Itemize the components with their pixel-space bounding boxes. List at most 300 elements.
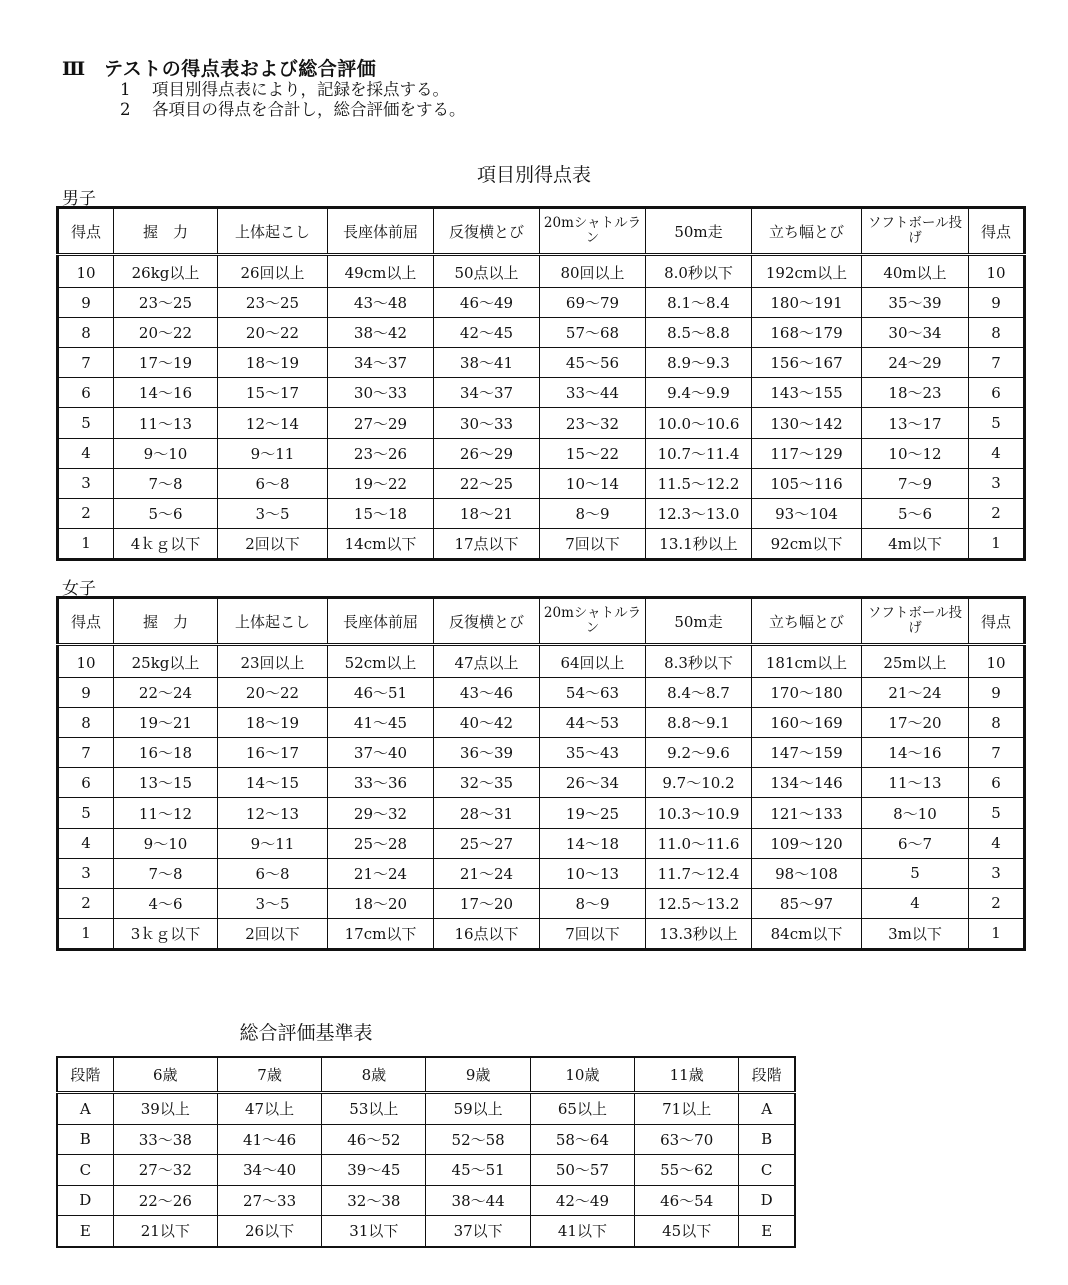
table-cell: 14〜16	[114, 378, 218, 408]
table-cell: 23〜26	[328, 438, 434, 468]
table-cell: 11〜13	[862, 768, 969, 798]
table-cell: 170〜180	[752, 678, 862, 708]
table-cell: 63〜70	[635, 1124, 739, 1155]
table-row	[58, 768, 1025, 798]
column-header: ソフトボール投げ	[862, 598, 969, 645]
table-cell: 23〜25	[114, 288, 218, 318]
table-cell: 8.0秒以下	[646, 255, 752, 288]
table-cell: 10.0〜10.6	[646, 408, 752, 438]
table-row	[58, 888, 1025, 918]
column-header: 50m走	[646, 598, 752, 645]
table-cell: 19〜21	[114, 708, 218, 738]
table-row	[58, 498, 1025, 528]
table-cell: 17〜20	[434, 888, 540, 918]
table-cell: 2	[58, 888, 114, 918]
table-cell: 16〜17	[218, 738, 328, 768]
table-cell: 18〜19	[218, 348, 328, 378]
table-cell: E	[57, 1216, 113, 1247]
table-cell: 3〜5	[218, 498, 328, 528]
table-cell: 27〜29	[328, 408, 434, 438]
table-cell: 4	[58, 828, 114, 858]
table-cell: 5	[862, 858, 969, 888]
table-cell: 11.0〜11.6	[646, 828, 752, 858]
table-cell: 7	[58, 738, 114, 768]
table-cell: A	[57, 1093, 113, 1125]
column-header: 9歳	[426, 1057, 530, 1093]
table-cell: 8〜9	[540, 888, 646, 918]
table-row	[57, 1185, 795, 1216]
table-cell: 50点以上	[434, 255, 540, 288]
table-row	[58, 738, 1025, 768]
table-cell: 105〜116	[752, 468, 862, 498]
table-cell: 10	[58, 645, 114, 678]
table-cell: 12.3〜13.0	[646, 498, 752, 528]
section-number: Ⅲ	[62, 58, 86, 80]
table-cell: 19〜22	[328, 468, 434, 498]
table-cell: 6〜7	[862, 828, 969, 858]
table-cell: 98〜108	[752, 858, 862, 888]
table-cell: 71以上	[635, 1093, 739, 1125]
table-cell: 42〜45	[434, 318, 540, 348]
table-cell: 25〜27	[434, 828, 540, 858]
table-cell: 30〜34	[862, 318, 969, 348]
table-cell: 5	[969, 408, 1025, 438]
column-header: 7歳	[217, 1057, 321, 1093]
table-row	[58, 708, 1025, 738]
table-cell: 53以上	[322, 1093, 426, 1125]
table-cell: 8〜10	[862, 798, 969, 828]
table-cell: 7	[969, 738, 1025, 768]
table-cell: 3ｋｇ以下	[114, 918, 218, 949]
table-cell: 26〜34	[540, 768, 646, 798]
column-header: 20mシャトルラン	[540, 208, 646, 255]
table-cell: 4ｋｇ以下	[114, 528, 218, 559]
column-header: 握 力	[114, 208, 218, 255]
column-header: 段階	[57, 1057, 113, 1093]
table-cell: 35〜39	[862, 288, 969, 318]
table-cell: 35〜43	[540, 738, 646, 768]
table-row	[58, 438, 1025, 468]
table-cell: 47点以上	[434, 645, 540, 678]
table-cell: 8.8〜9.1	[646, 708, 752, 738]
table-cell: 26kg以上	[114, 255, 218, 288]
table-cell: 13〜15	[114, 768, 218, 798]
table-cell: 3	[58, 858, 114, 888]
table-row	[58, 528, 1025, 559]
table-row	[58, 468, 1025, 498]
table-cell: 3	[58, 468, 114, 498]
table-cell: 26回以上	[218, 255, 328, 288]
table-cell: 41〜46	[217, 1124, 321, 1155]
boys-score-table	[56, 206, 1026, 561]
table-cell: 10〜12	[862, 438, 969, 468]
table-cell: B	[739, 1124, 795, 1155]
table-cell: 15〜18	[328, 498, 434, 528]
table-cell: 85〜97	[752, 888, 862, 918]
girls-score-table	[56, 596, 1026, 951]
table-cell: C	[739, 1155, 795, 1186]
table-cell: 17〜20	[862, 708, 969, 738]
table-cell: 20〜22	[114, 318, 218, 348]
table-cell: 109〜120	[752, 828, 862, 858]
column-header: 握 力	[114, 598, 218, 645]
table-cell: 18〜19	[218, 708, 328, 738]
table-cell: 7回以下	[540, 528, 646, 559]
table-cell: 143〜155	[752, 378, 862, 408]
table-cell: 37以下	[426, 1216, 530, 1247]
column-header: 長座体前屈	[328, 598, 434, 645]
table-cell: 27〜32	[113, 1155, 217, 1186]
table-cell: 69〜79	[540, 288, 646, 318]
girls-label: 女子	[62, 579, 96, 599]
table-cell: E	[739, 1216, 795, 1247]
column-header: 得点	[969, 598, 1025, 645]
table-cell: 9.2〜9.6	[646, 738, 752, 768]
table-row	[58, 318, 1025, 348]
table-row	[58, 858, 1025, 888]
table-cell: 17点以下	[434, 528, 540, 559]
table-cell: 25m以上	[862, 645, 969, 678]
table-cell: 10.7〜11.4	[646, 438, 752, 468]
table-cell: 8	[58, 708, 114, 738]
table-cell: 11〜12	[114, 798, 218, 828]
table-cell: 93〜104	[752, 498, 862, 528]
table-cell: 9	[58, 288, 114, 318]
table-cell: 9	[58, 678, 114, 708]
column-header: 6歳	[113, 1057, 217, 1093]
table-row	[58, 828, 1025, 858]
table-cell: 64回以上	[540, 645, 646, 678]
table-row	[58, 255, 1025, 288]
table-cell: 147〜159	[752, 738, 862, 768]
table-cell: 55〜62	[635, 1155, 739, 1186]
table-cell: 22〜24	[114, 678, 218, 708]
table-cell: 23〜25	[218, 288, 328, 318]
table-cell: 27〜33	[217, 1185, 321, 1216]
table-cell: 5	[58, 798, 114, 828]
table-cell: 8〜9	[540, 498, 646, 528]
table-cell: 30〜33	[328, 378, 434, 408]
table-cell: 24〜29	[862, 348, 969, 378]
table-cell: 46〜49	[434, 288, 540, 318]
table-cell: 10〜13	[540, 858, 646, 888]
table-cell: 3	[969, 858, 1025, 888]
table-cell: 168〜179	[752, 318, 862, 348]
table-cell: 30〜33	[434, 408, 540, 438]
table-cell: 6	[58, 768, 114, 798]
table-row	[57, 1155, 795, 1186]
table-cell: 34〜40	[217, 1155, 321, 1186]
table-row	[58, 798, 1025, 828]
table-row	[57, 1216, 795, 1247]
table-cell: 2回以下	[218, 918, 328, 949]
column-header: 8歳	[322, 1057, 426, 1093]
table-cell: 16〜18	[114, 738, 218, 768]
column-header: 長座体前屈	[328, 208, 434, 255]
table-cell: 6〜8	[218, 858, 328, 888]
table-cell: 117〜129	[752, 438, 862, 468]
table-cell: 19〜25	[540, 798, 646, 828]
table-cell: 3	[969, 468, 1025, 498]
table-cell: 32〜35	[434, 768, 540, 798]
table-cell: 134〜146	[752, 768, 862, 798]
instruction-item: 1 項目別得点表により，記録を採点する。	[120, 80, 449, 99]
table-cell: 2	[969, 888, 1025, 918]
table-cell: 4	[969, 438, 1025, 468]
table-cell: 180〜191	[752, 288, 862, 318]
table-cell: 1	[58, 918, 114, 949]
table-cell: 52〜58	[426, 1124, 530, 1155]
table-cell: 18〜20	[328, 888, 434, 918]
table-cell: 2回以下	[218, 528, 328, 559]
table-cell: 50〜57	[530, 1155, 634, 1186]
table-cell: 8	[969, 318, 1025, 348]
table-cell: 8.9〜9.3	[646, 348, 752, 378]
table-cell: 4m以下	[862, 528, 969, 559]
table-cell: 5	[969, 798, 1025, 828]
column-header: 11歳	[635, 1057, 739, 1093]
table-cell: 17cm以下	[328, 918, 434, 949]
table-cell: 3〜5	[218, 888, 328, 918]
column-header: 得点	[969, 208, 1025, 255]
column-header: 段階	[739, 1057, 795, 1093]
table-row	[58, 645, 1025, 678]
table-cell: 5〜6	[114, 498, 218, 528]
table-cell: 34〜37	[434, 378, 540, 408]
table-cell: 10	[969, 645, 1025, 678]
table-cell: 14〜18	[540, 828, 646, 858]
column-header: ソフトボール投げ	[862, 208, 969, 255]
score-table-title: 項目別得点表	[476, 164, 591, 186]
column-header: 得点	[58, 598, 114, 645]
table-row	[58, 288, 1025, 318]
table-row	[58, 918, 1025, 949]
table-row	[58, 348, 1025, 378]
table-cell: 22〜26	[113, 1185, 217, 1216]
table-cell: 9	[969, 288, 1025, 318]
column-header: 得点	[58, 208, 114, 255]
table-cell: 8.4〜8.7	[646, 678, 752, 708]
table-cell: 8.3秒以下	[646, 645, 752, 678]
table-cell: 12〜13	[218, 798, 328, 828]
table-cell: 5	[58, 408, 114, 438]
table-cell: 28〜31	[434, 798, 540, 828]
section-header	[62, 58, 466, 120]
table-cell: 33〜44	[540, 378, 646, 408]
table-cell: 45〜56	[540, 348, 646, 378]
table-cell: 84cm以下	[752, 918, 862, 949]
table-cell: 11.7〜12.4	[646, 858, 752, 888]
table-cell: 46〜51	[328, 678, 434, 708]
table-cell: 23回以上	[218, 645, 328, 678]
table-cell: 10〜14	[540, 468, 646, 498]
table-cell: 12〜14	[218, 408, 328, 438]
table-cell: 9〜11	[218, 438, 328, 468]
table-cell: 1	[969, 918, 1025, 949]
table-cell: 15〜22	[540, 438, 646, 468]
table-cell: 10.3〜10.9	[646, 798, 752, 828]
table-cell: 130〜142	[752, 408, 862, 438]
table-cell: 38〜41	[434, 348, 540, 378]
table-cell: 38〜44	[426, 1185, 530, 1216]
table-cell: 3m以下	[862, 918, 969, 949]
table-cell: 13.1秒以上	[646, 528, 752, 559]
section-title	[62, 58, 466, 80]
table-cell: 13.3秒以上	[646, 918, 752, 949]
table-cell: 80回以上	[540, 255, 646, 288]
table-cell: 47以上	[217, 1093, 321, 1125]
column-header: 50m走	[646, 208, 752, 255]
table-cell: 5〜6	[862, 498, 969, 528]
column-header: 立ち幅とび	[752, 598, 862, 645]
table-cell: 34〜37	[328, 348, 434, 378]
column-header: 立ち幅とび	[752, 208, 862, 255]
table-cell: 49cm以上	[328, 255, 434, 288]
table-cell: 59以上	[426, 1093, 530, 1125]
table-cell: 18〜21	[434, 498, 540, 528]
table-cell: 7	[58, 348, 114, 378]
table-cell: A	[739, 1093, 795, 1125]
table-cell: 21以下	[113, 1216, 217, 1247]
table-cell: 20〜22	[218, 318, 328, 348]
table-cell: 9〜11	[218, 828, 328, 858]
table-cell: 10	[58, 255, 114, 288]
table-cell: 32〜38	[322, 1185, 426, 1216]
table-cell: 23〜32	[540, 408, 646, 438]
table-cell: 7〜9	[862, 468, 969, 498]
table-cell: 25kg以上	[114, 645, 218, 678]
table-cell: 9〜10	[114, 438, 218, 468]
table-cell: 16点以下	[434, 918, 540, 949]
table-cell: 11〜13	[114, 408, 218, 438]
column-header: 反復横とび	[434, 598, 540, 645]
table-cell: 12.5〜13.2	[646, 888, 752, 918]
table-cell: 7回以下	[540, 918, 646, 949]
table-row	[58, 678, 1025, 708]
table-cell: 21〜24	[862, 678, 969, 708]
table-cell: 38〜42	[328, 318, 434, 348]
table-cell: 25〜28	[328, 828, 434, 858]
table-cell: 14〜15	[218, 768, 328, 798]
table-cell: 1	[969, 528, 1025, 559]
table-cell: D	[739, 1185, 795, 1216]
table-cell: 46〜52	[322, 1124, 426, 1155]
table-cell: 4	[969, 828, 1025, 858]
table-cell: 6〜8	[218, 468, 328, 498]
table-cell: 20〜22	[218, 678, 328, 708]
table-cell: 33〜38	[113, 1124, 217, 1155]
table-cell: 29〜32	[328, 798, 434, 828]
boys-label: 男子	[62, 189, 96, 209]
table-cell: 192cm以上	[752, 255, 862, 288]
table-cell: 43〜46	[434, 678, 540, 708]
table-cell: 44〜53	[540, 708, 646, 738]
table-cell: 8	[969, 708, 1025, 738]
table-cell: 156〜167	[752, 348, 862, 378]
table-cell: 58〜64	[530, 1124, 634, 1155]
table-cell: 181cm以上	[752, 645, 862, 678]
table-cell: 9.7〜10.2	[646, 768, 752, 798]
instruction-item: 2 各項目の得点を合計し，総合評価をする。	[120, 100, 466, 119]
table-cell: 21〜24	[434, 858, 540, 888]
table-cell: 7〜8	[114, 468, 218, 498]
table-cell: 6	[58, 378, 114, 408]
table-cell: 57〜68	[540, 318, 646, 348]
table-cell: 39以上	[113, 1093, 217, 1125]
table-cell: D	[57, 1185, 113, 1216]
table-cell: 92cm以下	[752, 528, 862, 559]
table-row	[57, 1124, 795, 1155]
table-cell: 2	[58, 498, 114, 528]
table-cell: 10	[969, 255, 1025, 288]
table-cell: 37〜40	[328, 738, 434, 768]
table-cell: 45〜51	[426, 1155, 530, 1186]
table-cell: 13〜17	[862, 408, 969, 438]
eval-criteria-table	[56, 1056, 796, 1248]
table-cell: 7〜8	[114, 858, 218, 888]
table-cell: 9.4〜9.9	[646, 378, 752, 408]
table-cell: 2	[969, 498, 1025, 528]
table-cell: 160〜169	[752, 708, 862, 738]
column-header: 10歳	[530, 1057, 634, 1093]
table-cell: 6	[969, 768, 1025, 798]
table-cell: 9	[969, 678, 1025, 708]
table-cell: 11.5〜12.2	[646, 468, 752, 498]
table-cell: 42〜49	[530, 1185, 634, 1216]
column-header: 20mシャトルラン	[540, 598, 646, 645]
table-cell: 8.5〜8.8	[646, 318, 752, 348]
table-row	[58, 408, 1025, 438]
column-header: 上体起こし	[218, 598, 328, 645]
table-cell: 65以上	[530, 1093, 634, 1125]
table-cell: 17〜19	[114, 348, 218, 378]
table-cell: 39〜45	[322, 1155, 426, 1186]
table-cell: 26以下	[217, 1216, 321, 1247]
table-cell: 43〜48	[328, 288, 434, 318]
table-cell: B	[57, 1124, 113, 1155]
table-cell: 45以下	[635, 1216, 739, 1247]
table-cell: C	[57, 1155, 113, 1186]
table-cell: 36〜39	[434, 738, 540, 768]
table-cell: 8.1〜8.4	[646, 288, 752, 318]
table-cell: 18〜23	[862, 378, 969, 408]
table-cell: 46〜54	[635, 1185, 739, 1216]
table-cell: 41〜45	[328, 708, 434, 738]
table-cell: 8	[58, 318, 114, 348]
table-cell: 15〜17	[218, 378, 328, 408]
table-cell: 22〜25	[434, 468, 540, 498]
table-cell: 52cm以上	[328, 645, 434, 678]
table-cell: 21〜24	[328, 858, 434, 888]
table-cell: 121〜133	[752, 798, 862, 828]
table-cell: 1	[58, 528, 114, 559]
section-title-text: テストの得点表および総合評価	[104, 58, 377, 80]
table-cell: 54〜63	[540, 678, 646, 708]
table-cell: 7	[969, 348, 1025, 378]
table-cell: 14〜16	[862, 738, 969, 768]
table-cell: 9〜10	[114, 828, 218, 858]
table-cell: 4〜6	[114, 888, 218, 918]
table-cell: 33〜36	[328, 768, 434, 798]
table-cell: 40m以上	[862, 255, 969, 288]
table-cell: 26〜29	[434, 438, 540, 468]
table-cell: 41以下	[530, 1216, 634, 1247]
eval-table-title: 総合評価基準表	[239, 1022, 373, 1044]
column-header: 反復横とび	[434, 208, 540, 255]
table-cell: 4	[862, 888, 969, 918]
table-cell: 14cm以下	[328, 528, 434, 559]
table-cell: 40〜42	[434, 708, 540, 738]
